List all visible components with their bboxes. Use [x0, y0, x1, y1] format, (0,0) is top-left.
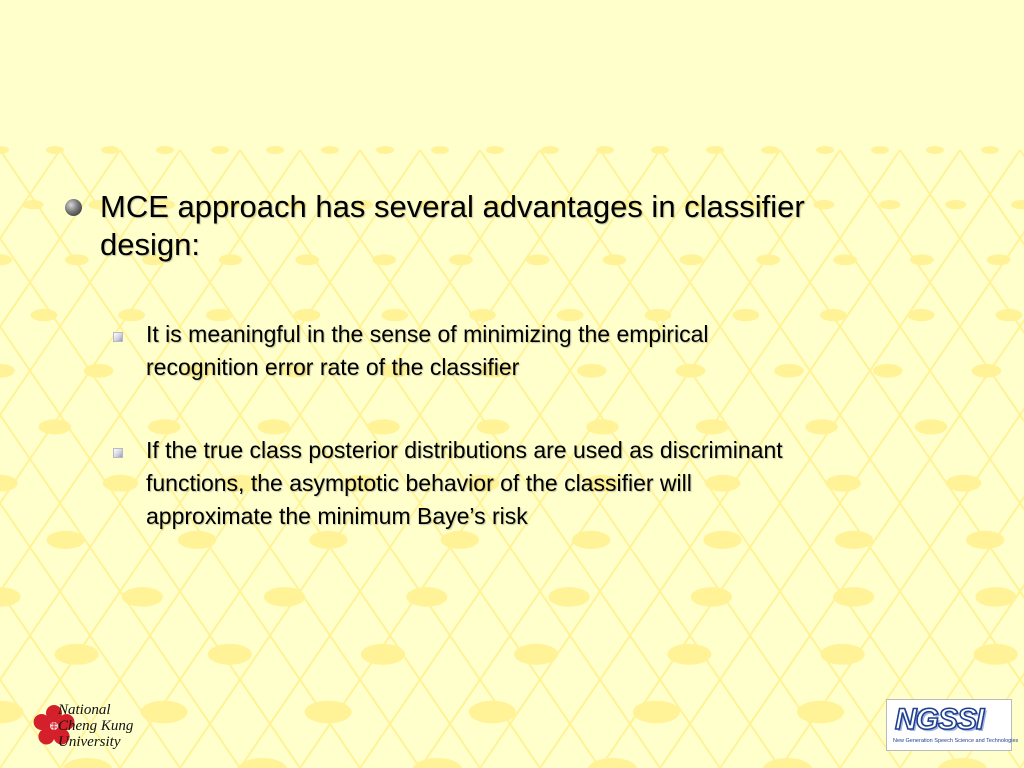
main-bullet-line-2: design: — [100, 227, 200, 262]
ngssi-logo — [886, 699, 1019, 751]
sub-bullet-2-text — [146, 434, 966, 533]
university-name — [58, 702, 133, 750]
main-bullet-line-1: MCE approach has several advantages in classifier — [100, 189, 805, 224]
sub-bullet-1-line-2: recognition error rate of the classifier — [146, 354, 520, 380]
sub-bullet-1-line-1: It is meaningful in the sense of minimizing the empirical — [146, 321, 709, 347]
university-logo — [28, 698, 148, 754]
university-name-line-3: University — [58, 734, 121, 750]
bullet-sphere-icon — [65, 199, 82, 216]
main-bullet-text — [100, 188, 920, 264]
university-name-line-2: Cheng Kung — [58, 718, 134, 734]
sub-bullet-2-line-3: approximate the minimum Baye’s risk — [146, 503, 528, 529]
sub-bullet-square-icon — [113, 332, 123, 342]
sub-bullet-1-text — [146, 318, 966, 384]
sub-bullet-square-icon — [113, 448, 123, 458]
university-name-line-1: National — [58, 702, 111, 718]
sub-bullet-2-line-1: If the true class posterior distributions are used as discriminant — [146, 437, 783, 463]
ngssi-wordmark: NGSSI — [895, 703, 984, 736]
ngssi-subtitle: New Generation Speech Science and Technologies — [893, 738, 1019, 744]
sub-bullet-2-line-2: functions, the asymptotic behavior of the classifier will — [146, 470, 692, 496]
